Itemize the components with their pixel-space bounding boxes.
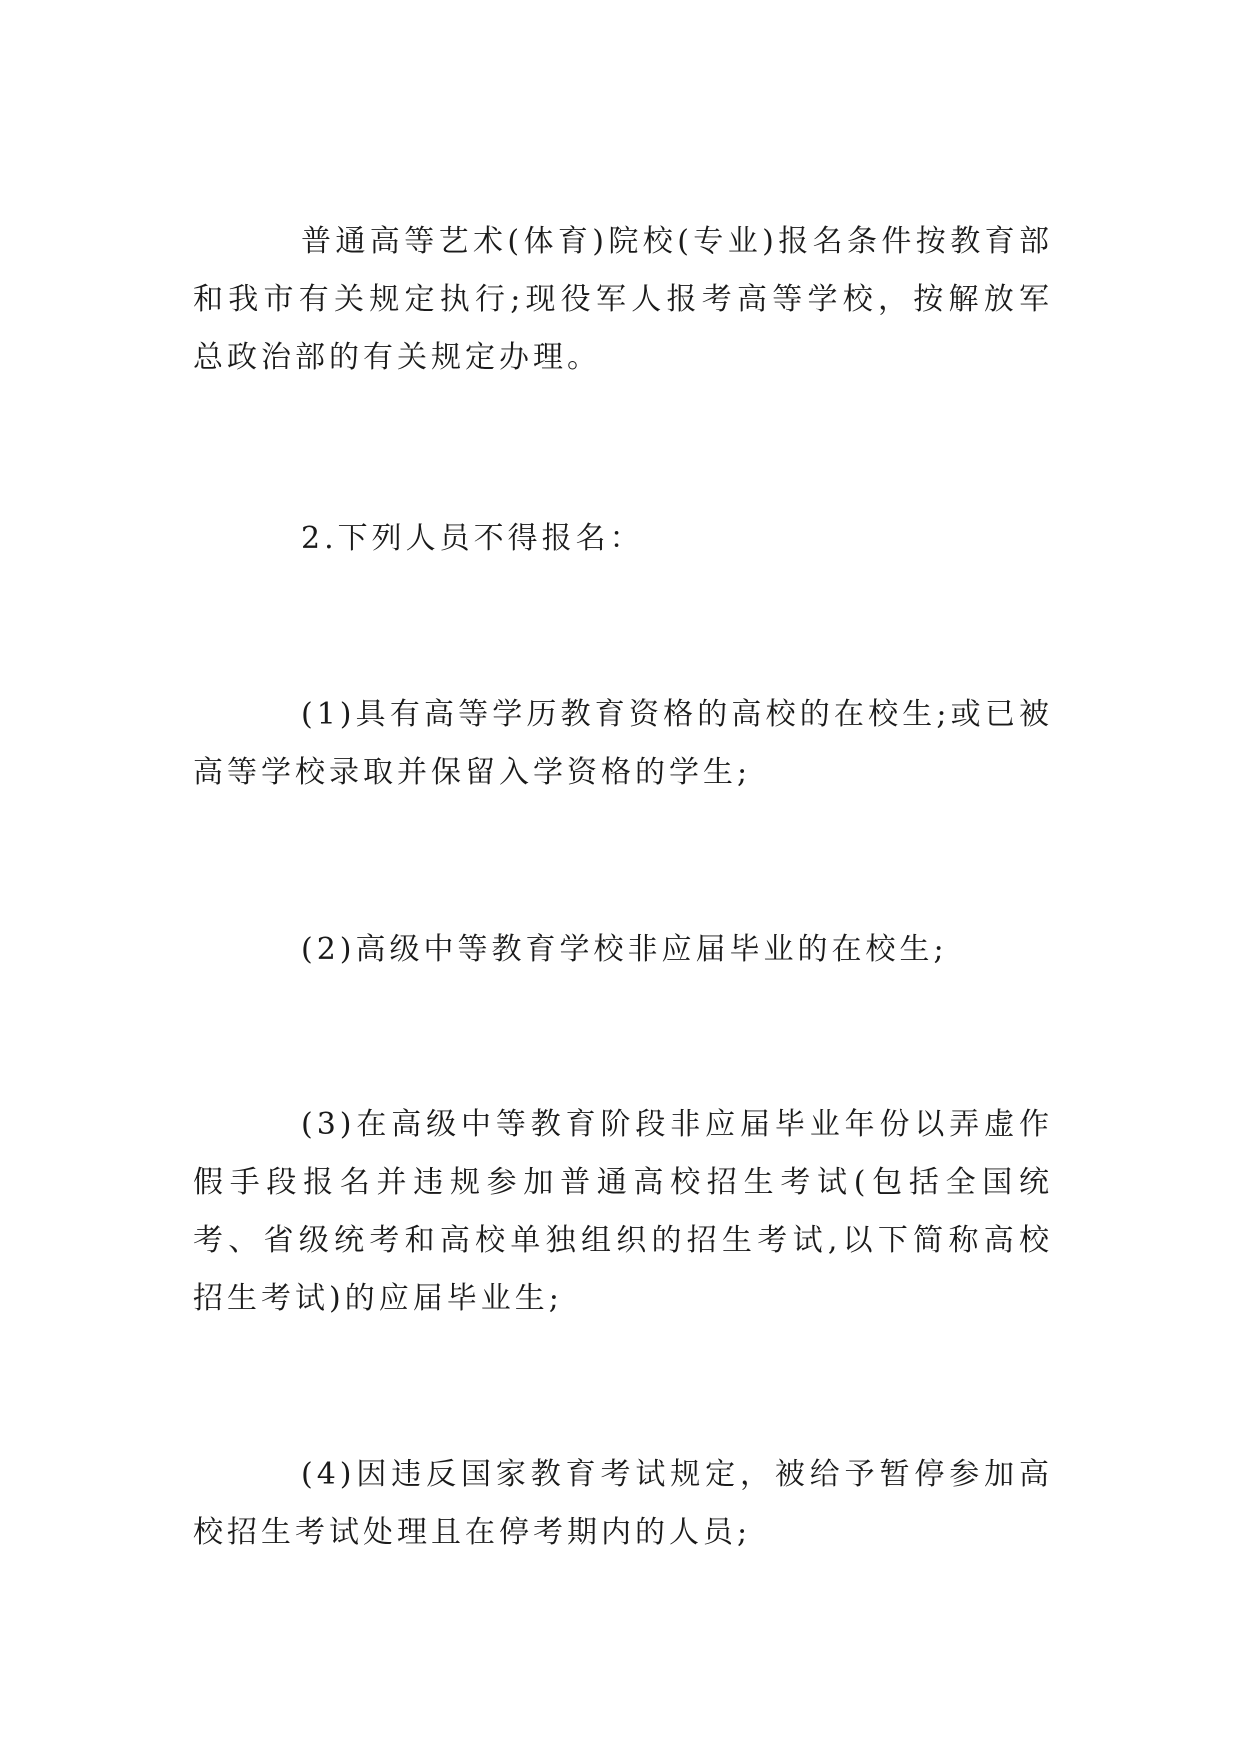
paragraph-application-conditions: 普通高等艺术(体育)院校(专业)报名条件按教育部和我市有关规定执行;现役军人报考高等学校，按解放军总政治部的有关规定办理。 <box>193 224 1053 375</box>
paragraph-ineligible-heading: 2.下列人员不得报名： <box>301 521 644 556</box>
paragraph-item-2: (2)高级中等教育学校非应届毕业的在校生; <box>301 932 948 967</box>
paragraph-item-1: (1)具有高等学历教育资格的高校的在校生;或已被高等学校录取并保留入学资格的学生; <box>193 697 1053 790</box>
paragraph-item-3: (3)在高级中等教育阶段非应届毕业年份以弄虚作假手段报名并违规参加普通高校招生考试(包括全国统考、省级统考和高校单独组织的招生考试,以下简称高校招生考试)的应届毕业生; <box>193 1107 1053 1316</box>
paragraph-item-4: (4)因违反国家教育考试规定，被给予暂停参加高校招生考试处理且在停考期内的人员; <box>193 1457 1053 1550</box>
